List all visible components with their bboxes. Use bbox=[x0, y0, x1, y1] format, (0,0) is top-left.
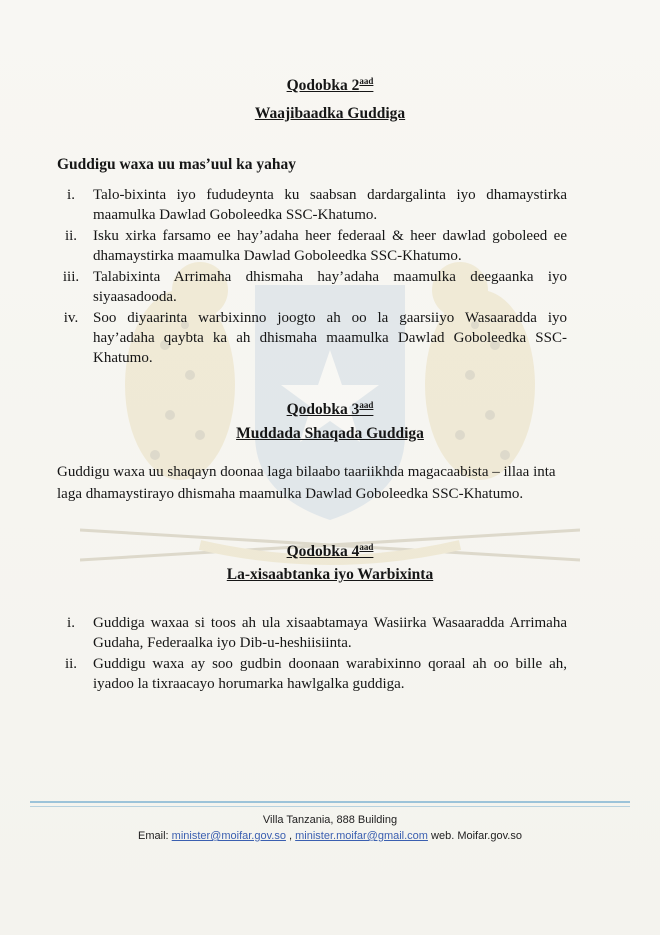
article-3-title: Muddada Shaqada Guddiga bbox=[236, 425, 424, 442]
list-item: ii. Isku xirka farsamo ee hay’adaha heer federaal & heer dawlad goboleed ee dhamaystirka maamulka Dawlad Goboleedka SSC-Khatumo. bbox=[64, 228, 567, 264]
list-item: ii. Guddigu waxa ay soo gudbin doonaan warabixinno qoraal ah oo bille ah, iyadoo la tixraacayo horumarka hawlgalka guddiga. bbox=[64, 656, 567, 692]
website-link[interactable]: Moifar.gov.so bbox=[457, 830, 522, 842]
article-4-heading: Qodobka $4^{aad}$ bbox=[286, 542, 374, 561]
article-2-list bbox=[57, 185, 567, 368]
footer-contact bbox=[0, 830, 660, 842]
article-2-title: Waajibaadka Guddiga bbox=[254, 105, 406, 122]
email-link-2[interactable]: minister.moifar@gmail.com bbox=[295, 830, 428, 842]
email-separator: , bbox=[289, 830, 293, 842]
email-label: Email: bbox=[138, 830, 169, 842]
footer-divider bbox=[30, 801, 630, 803]
email-link-1[interactable]: minister@moifar.gov.so bbox=[171, 830, 286, 842]
list-item: iii. Talabixinta Arrimaha dhismaha hay’adaha maamulka deegaanka iyo siyaasadooda. bbox=[62, 269, 567, 305]
web-label: web. bbox=[431, 830, 455, 842]
footer-divider-thin bbox=[30, 806, 630, 807]
article-3-paragraph: Guddigu waxa uu shaqayn doonaa laga bilaabo taariikhda magacaabista – illaa inta laga dhamaystirayo dhismaha maamulka Dawlad Goboleedka SSC-Khatumo. bbox=[57, 464, 556, 502]
article-4-list bbox=[57, 613, 567, 694]
article-3-heading: Qodobka $3^{aad}$ bbox=[286, 400, 374, 419]
list-item: i. Guddiga waxaa si toos ah ula xisaabtamaya Wasiirka Wasaaradda Arrimaha Gudaha, Federaalka iyo Dib-u-heshiisiinta. bbox=[67, 615, 567, 651]
article-2-intro: Guddigu waxa uu mas’uul ka yahay bbox=[57, 156, 297, 173]
article-2-heading: Qodobka $2^{aad}$ bbox=[286, 76, 374, 95]
list-item: i. Talo-bixinta iyo fududeynta ku saabsan dardargalinta iyo dhamaystirka maamulka Dawlad Goboleedka SSC-Khatumo. bbox=[67, 187, 567, 223]
article-4-title: La-xisaabtanka iyo Warbixinta bbox=[226, 566, 434, 583]
list-item: iv. Soo diyaarinta warbixinno joogto ah oo la gaarsiiyo Wasaaradda iyo hay’adaha qaybta ka ah dhismaha maamulka Dawlad Goboleedka SSC-Khatumo. bbox=[63, 310, 567, 366]
footer-address: Villa Tanzania, 888 Building bbox=[262, 814, 398, 826]
